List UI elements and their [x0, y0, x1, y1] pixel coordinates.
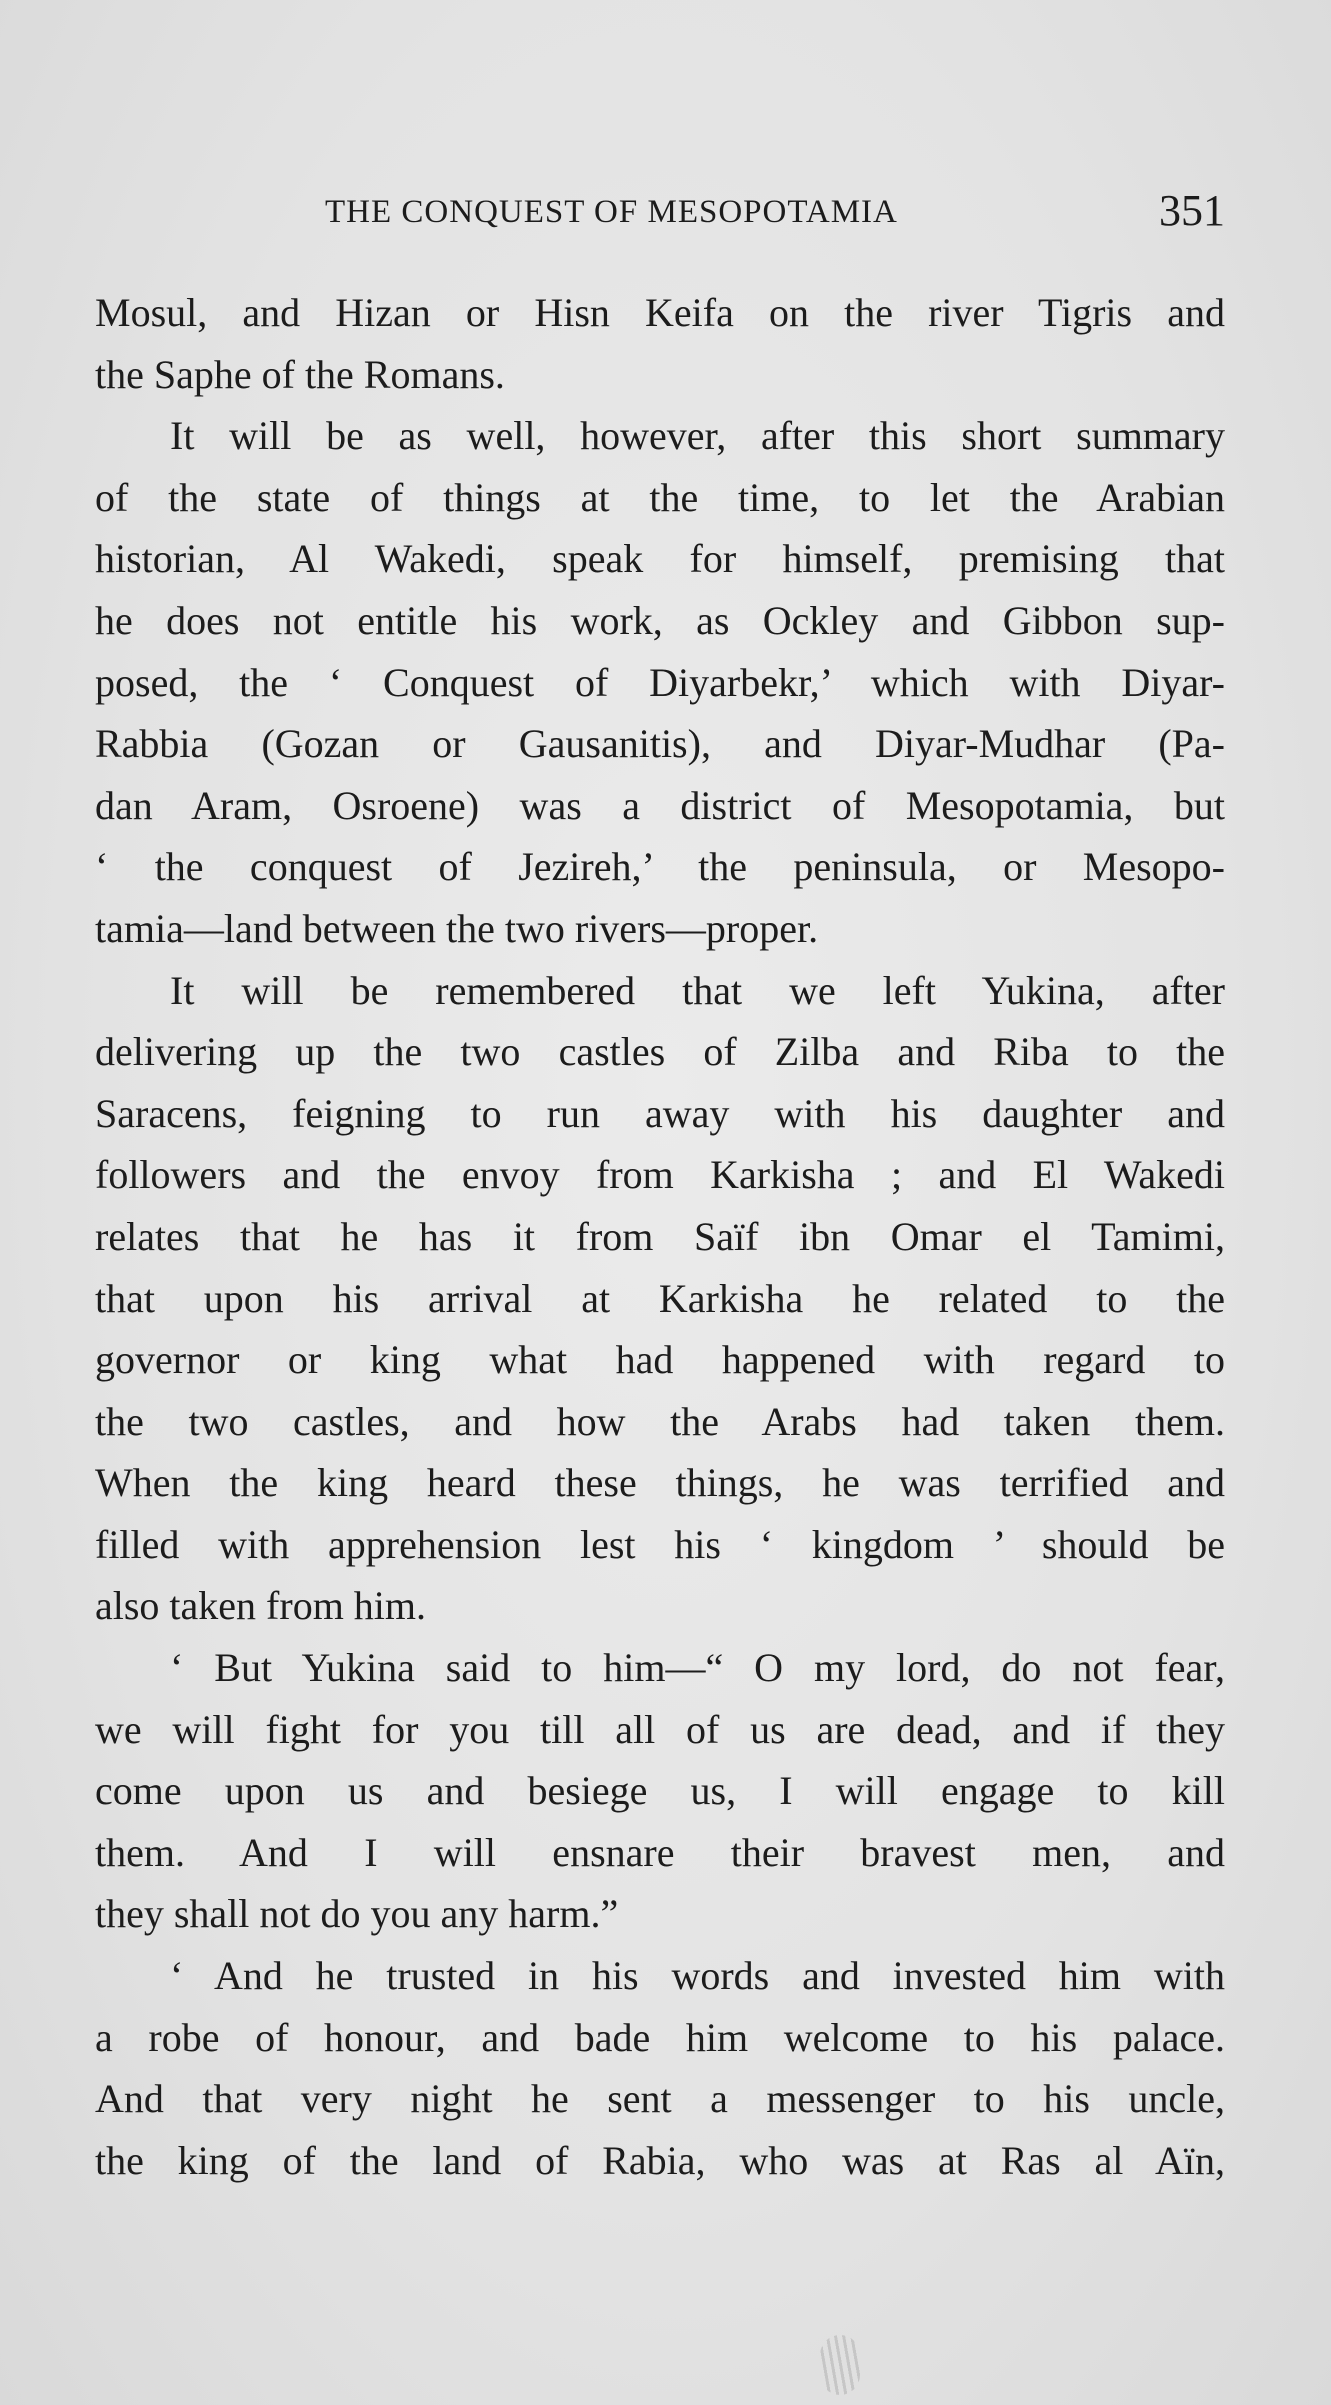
- page-number: 351: [1159, 186, 1225, 235]
- text-line: tamia—land between the two rivers—proper.: [95, 905, 819, 951]
- text-line: ‘ the conquest of Jezireh,’ the peninsula, or Mesopo-: [95, 844, 1225, 890]
- text-line: we will fight for you till all of us are dead, and if they: [95, 1706, 1225, 1752]
- text-line: Rabbia (Gozan or Gausanitis), and Diyar-Mudhar (Pa-: [95, 721, 1225, 767]
- text-line: dan Aram, Osroene) was a district of Mesopotamia, but: [95, 782, 1225, 828]
- text-line: the two castles, and how the Arabs had taken them.: [95, 1398, 1225, 1444]
- text-line: historian, Al Wakedi, speak for himself, premising that: [95, 536, 1225, 582]
- text-line: they shall not do you any harm.”: [95, 1891, 619, 1937]
- text-line: of the state of things at the time, to let the Arabian: [95, 474, 1225, 520]
- text-line: the Saphe of the Romans.: [95, 351, 505, 397]
- text-line: them. And I will ensnare their bravest men, and: [95, 1829, 1225, 1875]
- ink-smudge: [820, 2335, 860, 2395]
- text-line: ‘ And he trusted in his words and invested him with: [170, 1953, 1225, 1999]
- text-line: that upon his arrival at Karkisha he related to the: [95, 1275, 1225, 1321]
- text-line: followers and the envoy from Karkisha ; and El Wakedi: [95, 1152, 1225, 1198]
- text-line: It will be as well, however, after this short summary: [170, 413, 1225, 459]
- text-line: filled with apprehension lest his ‘ kingdom ’ should be: [95, 1521, 1225, 1567]
- text-line: also taken from him.: [95, 1583, 427, 1629]
- text-line: the king of the land of Rabia, who was at Ras al Aïn,: [95, 2137, 1225, 2183]
- text-line: delivering up the two castles of Zilba and Riba to the: [95, 1029, 1225, 1075]
- text-line: It will be remembered that we left Yukina, after: [170, 967, 1225, 1013]
- text-line: When the king heard these things, he was terrified and: [95, 1460, 1225, 1506]
- text-line: relates that he has it from Saïf ibn Omar el Tamimi,: [95, 1213, 1225, 1259]
- text-body: [95, 282, 1225, 2191]
- text-line: ‘ But Yukina said to him—“ O my lord, do not fear,: [170, 1645, 1225, 1691]
- text-line: a robe of honour, and bade him welcome to his palace.: [95, 2014, 1225, 2060]
- running-title: THE CONQUEST OF MESOPOTAMIA: [325, 194, 898, 230]
- running-head: [95, 180, 1225, 240]
- text-line: governor or king what had happened with regard to: [95, 1337, 1225, 1383]
- text-line: posed, the ‘ Conquest of Diyarbekr,’ which with Diyar-: [95, 659, 1225, 705]
- text-line: Mosul, and Hizan or Hisn Keifa on the river Tigris and: [95, 290, 1225, 335]
- text-line: Saracens, feigning to run away with his daughter and: [95, 1090, 1225, 1136]
- text-line: And that very night he sent a messenger to his uncle,: [95, 2076, 1225, 2122]
- text-line: he does not entitle his work, as Ockley and Gibbon sup-: [95, 597, 1225, 643]
- text-line: come upon us and besiege us, I will engage to kill: [95, 1768, 1225, 1814]
